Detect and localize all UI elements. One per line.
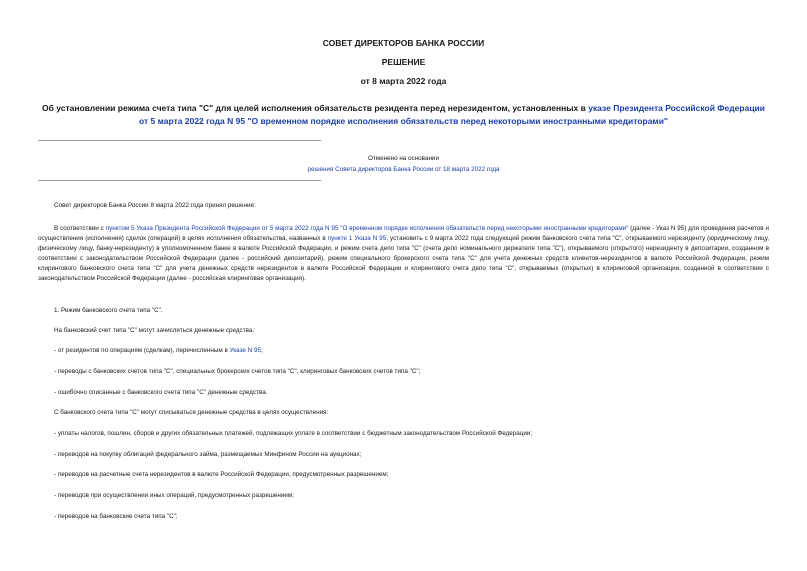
credit-intro: На банковский счет типа "С" могут зачисляться денежные средства: — [54, 327, 255, 334]
decree-point-1-link[interactable]: пункте 1 Указа N 95 — [327, 235, 387, 243]
divider-bottom — [38, 180, 321, 181]
divider-top — [38, 140, 321, 141]
debit-item-4: - переводов при осуществлении иных операций, предусмотренных разрешением; — [54, 492, 294, 499]
debit-intro: С банковского счета типа "С" могут списываться денежные средства в целях осуществления: — [54, 409, 329, 416]
credit-item-1 — [38, 346, 769, 356]
document-kind: РЕШЕНИЕ — [381, 57, 426, 67]
intro-paragraph: Совет директоров Банка России 8 марта 2022 года принял решение: — [54, 202, 256, 209]
title-text: Об установлении режима счета типа "С" для целей исполнения обязательств резидента перед нерезидентом, установленных в — [42, 103, 589, 113]
credit-item-1-end: ; — [260, 347, 263, 354]
decree-point-5-link[interactable]: пунктом 5 Указа Президента Российской Федерации от 5 марта 2022 года N 95 "О временном порядке исполнения обязательств перед некоторыми иностранными кредиторами" — [105, 225, 629, 232]
preamble-text-2: (далее - Указ N 95) для проведения расчетов и осуществления (исполнения) сделок (операций) в целях исполнения обязательства, названных в — [38, 225, 769, 243]
cancellation-link[interactable]: решения Совета директоров Банка России от 18 марта 2022 года — [307, 166, 500, 173]
credit-item-1-text: - от резидентов по операциям (сделкам), перечисленным в — [54, 347, 230, 354]
debit-item-5: - переводов на банковские счета типа "С"; — [54, 513, 178, 520]
credit-item-3: - ошибочно списанные с банковского счета типа "С" денежные средства. — [54, 389, 268, 396]
cancellation-note: Отменено на основании — [368, 155, 439, 162]
preamble-text-1: В соответствии с — [54, 225, 106, 232]
credit-item-2: - переводы с банковских счетов типа "С", специальных брокерских счетов типа "С", клиринговых банковских счетов типа "С"; — [54, 368, 421, 375]
document-title — [40, 102, 767, 128]
issuer-heading: СОВЕТ ДИРЕКТОРОВ БАНКА РОССИИ — [322, 38, 485, 48]
document-date: от 8 марта 2022 года — [360, 76, 447, 86]
preamble-text-3: , установить с 9 марта 2022 года следующий режим банковского счета типа "С", открываемого нерезиденту (юридическому лицу, физическому лицу, банку-нерезиденту) в уполномоченном банке в валюте Российской Федерации, и режим счета депо типа "С" (счета депо номинального держателя типа "С"), открываемого (открытого) нерезиденту в депозитарии, созданном в соответствии с законодательством Российской Федерации (далее - российский депозитарий), режим специального брокерского счета типа "С" для учета денежных средств клиентов-нерезидентов в валюте Российской Федерации, режим клирингового банковского счета типа "С" для учета денежных средств нерезидентов в валюте Российской Федерации и клирингового счета депо типа "С", открываемых (открытых) в клиринговой организации, созданной в соответствии с законодательством Российской Федерации (далее - российская клиринговая организация). — [38, 235, 769, 283]
decree-link[interactable]: указе Президента Российской Федерации от 5 марта 2022 года N 95 "О временном порядке исполнения обязательств перед некоторыми иностранными кредиторами" — [139, 103, 765, 126]
debit-item-1: - уплаты налогов, пошлин, сборов и других обязательных платежей, подлежащих уплате в соответствии с бюджетным законодательством Российской Федерации; — [54, 430, 533, 437]
decree-95-link[interactable]: Указе N 95 — [229, 347, 261, 354]
section-1-heading: 1. Режим банковского счета типа "С". — [54, 307, 163, 314]
debit-item-3: - переводов на расчетные счета нерезидентов в валюте Российской Федерации, предусмотренных разрешением; — [54, 471, 389, 478]
debit-item-2: - переводов на покупку облигаций федерального займа, размещаемых Минфином России на аукционах; — [54, 451, 362, 458]
preamble-paragraph — [38, 224, 769, 285]
